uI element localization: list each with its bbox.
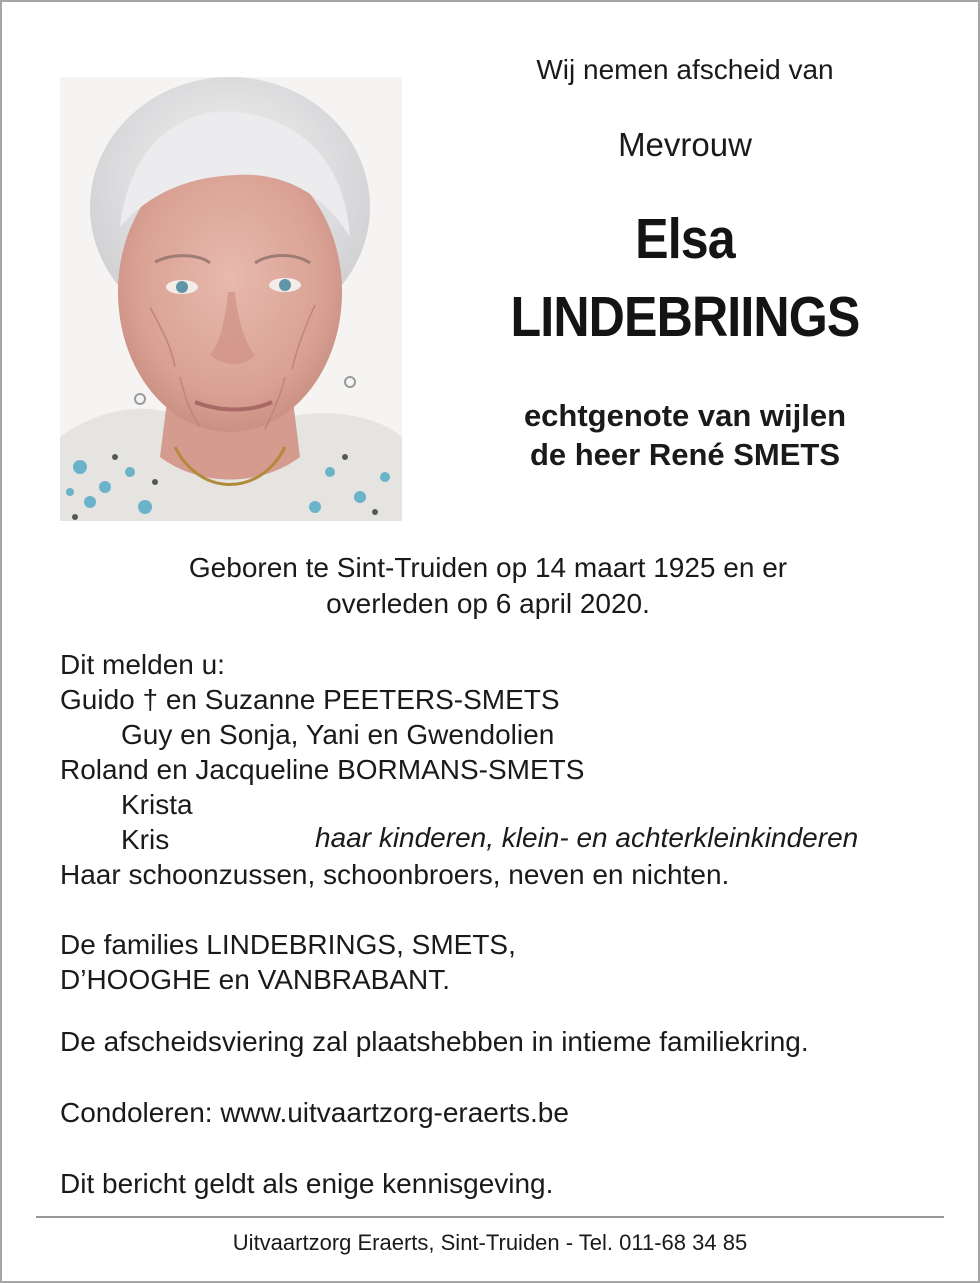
relation-note: haar kinderen, klein- en achterkleinkinderen bbox=[315, 822, 859, 853]
families-line-2: D’HOOGHE en VANBRABANT. bbox=[60, 964, 451, 995]
honorific-title: Mevrouw bbox=[618, 126, 752, 163]
spouse-line-2: de heer René SMETS bbox=[529, 437, 841, 472]
birth-line-1: Geboren te Sint-Truiden op 14 maart 1925 en er bbox=[188, 552, 788, 583]
announcer-line: Haar schoonzussen, schoonbroers, neven en nichten. bbox=[60, 859, 730, 890]
notice-text: Dit bericht geldt als enige kennisgeving. bbox=[60, 1168, 554, 1199]
condolences-text: Condoleren: www.uitvaartzorg-eraerts.be bbox=[60, 1097, 569, 1128]
portrait-photo bbox=[60, 77, 402, 521]
announcer-line: Roland en Jacqueline BORMANS-SMETS bbox=[60, 754, 585, 785]
footer-divider bbox=[36, 1216, 944, 1218]
intro-text: Wij nemen afscheid van bbox=[536, 54, 834, 85]
deceased-first-name: Elsa bbox=[635, 207, 735, 271]
footer-text: Uitvaartzorg Eraerts, Sint-Truiden - Tel. 011-68 34 85 bbox=[232, 1230, 748, 1255]
announcer-line: Kris bbox=[121, 824, 170, 855]
announcer-line: Guido † en Suzanne PEETERS-SMETS bbox=[60, 684, 560, 715]
families-block bbox=[60, 927, 516, 997]
deceased-last-name: LINDEBRIINGS bbox=[510, 285, 860, 349]
announcers-heading: Dit melden u: bbox=[60, 649, 225, 680]
spouse-line-1: echtgenote van wijlen bbox=[523, 398, 847, 433]
birth-death-info bbox=[60, 550, 916, 622]
birth-line-2: overleden op 6 april 2020. bbox=[326, 588, 650, 619]
announcers-list bbox=[60, 647, 729, 892]
announcer-line: Krista bbox=[121, 789, 193, 820]
announcer-line: Guy en Sonja, Yani en Gwendolien bbox=[121, 719, 555, 750]
spouse-info bbox=[440, 396, 930, 474]
families-line-1: De families LINDEBRINGS, SMETS, bbox=[60, 929, 516, 960]
ceremony-text: De afscheidsviering zal plaatshebben in intieme familiekring. bbox=[60, 1026, 809, 1057]
